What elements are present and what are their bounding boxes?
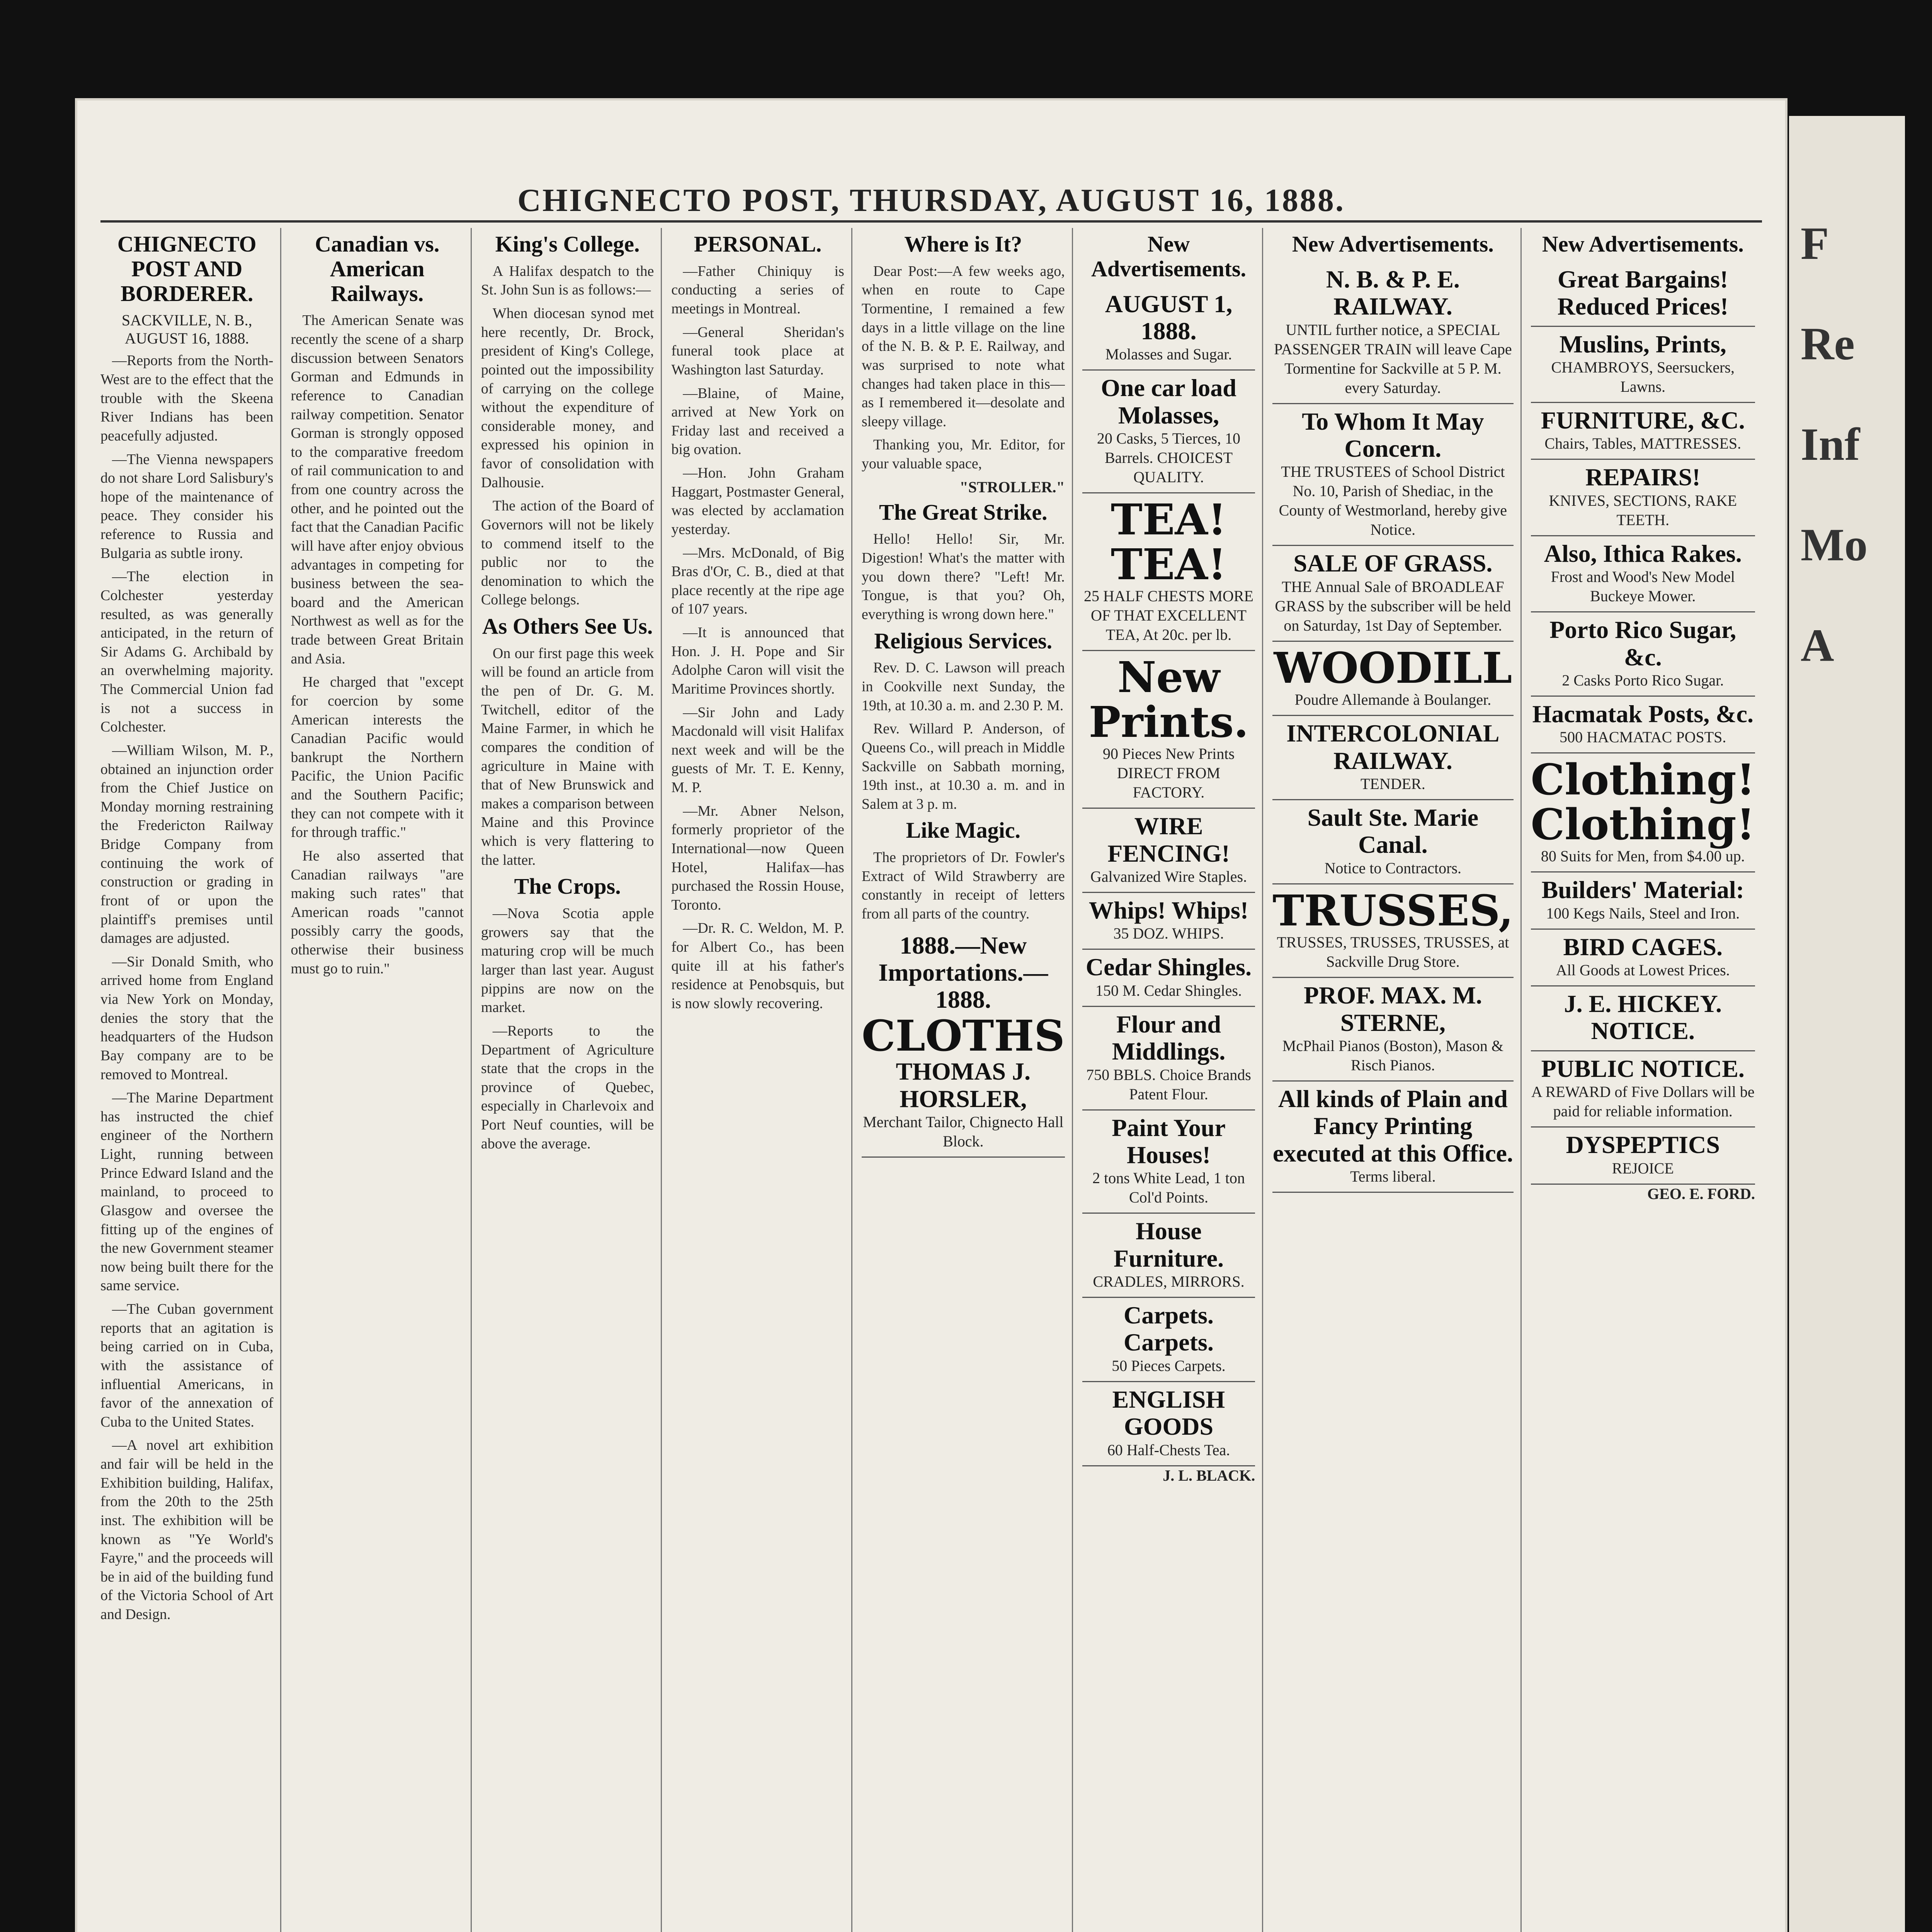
news-item: —William Wilson, M. P., obtained an injunction order from the Chief Justice on Monday morning restraining the Fredericton Railway Bridge Company from continuing the work of construction or grading in front of or upon the plaintiff's premises until damages are adjusted. bbox=[100, 742, 274, 947]
letter-heading: Where is It? bbox=[904, 231, 1022, 257]
ad-headline: BIRD CAGES. bbox=[1563, 933, 1723, 961]
ad-headline: SALE OF GRASS. bbox=[1293, 549, 1493, 577]
article-paragraph: Hello! Hello! Sir, Mr. Digestion! What's the matter with you down there? "Left! Mr. Tongue, is that you? Oh, everything is wrong down here." bbox=[861, 531, 1065, 622]
newspaper-page bbox=[77, 100, 1785, 1932]
column-5 bbox=[862, 228, 1073, 1932]
letter-paragraph: Thanking you, Mr. Editor, for your valuable space, bbox=[861, 437, 1065, 472]
article-paragraph: The proprietors of Dr. Fowler's Extract of Wild Strawberry are constantly in receipt of letters from all parts of the country. bbox=[861, 849, 1065, 922]
ad-body: Chairs, Tables, MATTRESSES. bbox=[1544, 435, 1742, 452]
advertisement bbox=[1082, 371, 1255, 493]
article-heading: Religious Services. bbox=[874, 628, 1053, 653]
news-item: —The Cuban government reports that an agitation is being carried on in Cuba, with the assistance of influential Americans, in favor of the annexation of Cuba to the United States. bbox=[100, 1301, 274, 1430]
ad-body: Frost and Wood's New Model Buckeye Mower. bbox=[1551, 568, 1735, 605]
ad-body: KNIVES, SECTIONS, RAKE TEETH. bbox=[1549, 492, 1737, 529]
ad-title: CLOTHS bbox=[861, 1010, 1065, 1061]
advertisement bbox=[1531, 1128, 1755, 1184]
ad-body: Terms liberal. bbox=[1350, 1168, 1436, 1185]
article-paragraph: —Nova Scotia apple growers say that the maturing crop will be much larger than last year. August pippins are now on the market. bbox=[481, 905, 654, 1016]
article-paragraph: The action of the Board of Governors will not be likely to commend itself to the public nor to the denomination to which the College belongs. bbox=[481, 498, 654, 608]
ad-body: CHAMBROYS, Seersuckers, Lawns. bbox=[1551, 358, 1735, 395]
personal-item: —Mr. Abner Nelson, formerly proprietor of the International—now Queen Hotel, Halifax—has purchased the Rossin House, Toronto. bbox=[671, 803, 844, 913]
advertisement bbox=[1531, 930, 1755, 986]
personal-item: —Father Chiniquy is conducting a series of meetings in Montreal. bbox=[671, 263, 844, 317]
article-heading: Canadian vs. American Railways. bbox=[315, 231, 440, 306]
article-paragraph: When diocesan synod met here recently, Dr. Brock, president of King's College, pointed out the impossibility of carrying on the college without the expenditure of considerable money, and expressed his opinion in favor of consolidation with Dalhousie. bbox=[481, 305, 654, 491]
ad-body: Galvanized Wire Staples. bbox=[1090, 867, 1247, 885]
ad-body: 2 Casks Porto Rico Sugar. bbox=[1562, 671, 1724, 689]
ad-body: 60 Half-Chests Tea. bbox=[1107, 1441, 1230, 1459]
ad-body: 90 Pieces New Prints DIRECT FROM FACTORY. bbox=[1102, 745, 1235, 801]
ad-body: Poudre Allemande à Boulanger. bbox=[1294, 691, 1492, 709]
ad-body: 20 Casks, 5 Tierces, 10 Barrels. CHOICEST QUALITY. bbox=[1097, 430, 1241, 486]
ad-body: NOTICE. bbox=[1591, 1017, 1695, 1045]
ad-headline: Builders' Material: bbox=[1541, 876, 1744, 904]
advertisement bbox=[1531, 536, 1755, 612]
ad-headline: One car load Molasses, bbox=[1101, 374, 1236, 429]
article-paragraph: Rev. Willard P. Anderson, of Queens Co., will preach in Middle Sackville on Sabbath morning, 19th inst., at 10.30 a. m. and in Salem at 3 p. m. bbox=[861, 721, 1065, 812]
adjacent-page-strip bbox=[1789, 116, 1905, 1932]
article-heading: The Crops. bbox=[514, 874, 621, 899]
news-item: —The Vienna newspapers do not share Lord Salisbury's hope of the maintenance of peace. They consider his reference to Russia and Bulgaria as subtle irony. bbox=[100, 451, 274, 561]
advertisement bbox=[1531, 262, 1755, 327]
ad-headline: Also, Ithica Rakes. bbox=[1544, 539, 1742, 567]
news-item: —Reports from the North-West are to the effect that the trouble with the Skeena River Indians has been peacefully adjusted. bbox=[100, 352, 274, 444]
ad-headline: Cedar Shingles. bbox=[1085, 953, 1252, 981]
editorial-heading: CHIGNECTO POST AND BORDERER. bbox=[117, 231, 257, 306]
strip-fragment: F bbox=[1801, 218, 1829, 269]
ad-body: A REWARD of Five Dollars will be paid for reliable information. bbox=[1531, 1083, 1755, 1120]
ad-headline: Great Bargains! bbox=[1558, 265, 1728, 293]
advertiser-signature: GEO. E. FORD. bbox=[1647, 1185, 1755, 1202]
strip-fragment: Mo bbox=[1801, 519, 1868, 570]
ad-body: REJOICE bbox=[1612, 1159, 1674, 1177]
tailor-ad bbox=[862, 928, 1065, 1158]
advertisement bbox=[1082, 809, 1255, 893]
ads-heading: New Advertisements. bbox=[1542, 231, 1744, 257]
advertisement bbox=[1272, 800, 1513, 884]
article-heading: Like Magic. bbox=[906, 818, 1020, 843]
personal-item: —Hon. John Graham Haggart, Postmaster General, was elected by acclamation yesterday. bbox=[671, 465, 844, 537]
article-paragraph: The American Senate was recently the scene of a sharp discussion between Senators Gorman and Edmunds in reference to Canadian railway competition. Senator Gorman is strongly opposed to the comparative freedom of rail communication to and from one country across the other, and he pointed out the fact that the Canadian Pacific will have after enjoy obvious advantages in competing for business between the sea-board and the American Northwest as well as for the trade between Great Britain and Asia. bbox=[291, 312, 464, 667]
ad-headline: TEA! TEA! bbox=[1111, 495, 1227, 589]
column-8 bbox=[1531, 228, 1762, 1932]
ad-body: All Goods at Lowest Prices. bbox=[1556, 961, 1730, 979]
ad-body: THE TRUSTEES of School District No. 10, Parish of Shediac, in the County of Westmorland, hereby give Notice. bbox=[1279, 463, 1507, 539]
personal-item: —General Sheridan's funeral took place at Washington last Saturday. bbox=[671, 324, 844, 378]
article-paragraph: On our first page this week will be found an article from the pen of Dr. G. M. Twitchell, editor of the Maine Farmer, in which he compares the condition of agriculture in Maine with that of New Brunswick and makes a comparison between Maine and this Province which is very flattering to the latter. bbox=[481, 645, 654, 868]
ad-headline: Muslins, Prints, bbox=[1559, 330, 1726, 358]
columns bbox=[100, 228, 1762, 1932]
news-item: —Sir Donald Smith, who arrived home from England via New York on Monday, denies the story that the headquarters of the Hudson Bay company are to be removed to Montreal. bbox=[100, 953, 274, 1083]
ad-body: THE Annual Sale of BROADLEAF GRASS by the subscriber will be held on Saturday, 1st Day of September. bbox=[1275, 578, 1511, 634]
advertisement bbox=[1082, 651, 1255, 809]
advertisement bbox=[1272, 262, 1513, 404]
column-2 bbox=[291, 228, 471, 1932]
ad-headline: To Whom It May Concern. bbox=[1302, 407, 1484, 462]
advertisement bbox=[1082, 287, 1255, 371]
news-item: —The election in Colchester yesterday resulted, as was generally anticipated, in the return of Sir Adams G. Archibald by an overwhelming majority. The Commercial Union fad is not a success in Colchester. bbox=[100, 568, 274, 735]
ad-headline: Porto Rico Sugar, &c. bbox=[1549, 616, 1736, 671]
ad-headline: REPAIRS! bbox=[1585, 463, 1701, 491]
ad-headline: N. B. & P. E. RAILWAY. bbox=[1326, 265, 1460, 320]
advertisement bbox=[1531, 1051, 1755, 1128]
advertisement bbox=[1082, 493, 1255, 651]
ad-headline: House Furniture. bbox=[1113, 1217, 1224, 1272]
ad-body: Reduced Prices! bbox=[1557, 293, 1729, 320]
ad-body: 35 DOZ. WHIPS. bbox=[1113, 925, 1224, 942]
ad-body: 750 BBLS. Choice Brands Patent Flour. bbox=[1086, 1066, 1251, 1103]
ad-headline: J. E. HICKEY. bbox=[1564, 990, 1722, 1018]
ad-body: UNTIL further notice, a SPECIAL PASSENGER TRAIN will leave Cape Tormentine for Sackville at 5 P. M. every Saturday. bbox=[1274, 321, 1512, 396]
advertisement bbox=[1272, 978, 1513, 1082]
strip-fragment: A bbox=[1801, 619, 1834, 671]
ad-body: 25 HALF CHESTS MORE OF THAT EXCELLENT TEA, At 20c. per lb. bbox=[1084, 587, 1253, 644]
ad-body: 500 HACMATAC POSTS. bbox=[1560, 728, 1726, 746]
ad-body: 100 Kegs Nails, Steel and Iron. bbox=[1546, 904, 1740, 922]
ad-headline: WOODILL bbox=[1274, 643, 1512, 693]
masthead-rule bbox=[100, 220, 1762, 223]
advertisement bbox=[1531, 697, 1755, 753]
advertisement bbox=[1531, 403, 1755, 460]
advertisement bbox=[1531, 986, 1755, 1051]
article-heading: King's College. bbox=[495, 231, 640, 257]
advertisement bbox=[1531, 612, 1755, 697]
ad-body: 50 Pieces Carpets. bbox=[1112, 1357, 1226, 1374]
advertisement bbox=[1272, 884, 1513, 978]
column-4 bbox=[671, 228, 852, 1932]
advertisement bbox=[1531, 460, 1755, 536]
personal-item: —Sir John and Lady Macdonald will visit Halifax next week and will be the guests of Mr. T. E. Kenny, M. P. bbox=[671, 704, 844, 796]
ad-heading: 1888.—New Importations.—1888. bbox=[878, 931, 1048, 1014]
ad-headline: Sault Ste. Marie Canal. bbox=[1307, 804, 1479, 859]
ad-headline: PROF. MAX. M. STERNE, bbox=[1304, 981, 1482, 1036]
personal-item: —Blaine, of Maine, arrived at New York on Friday last and received a big ovation. bbox=[671, 385, 844, 458]
strip-fragment: Re bbox=[1801, 318, 1855, 369]
advertisement bbox=[1531, 872, 1755, 929]
ad-headline: Whips! Whips! bbox=[1088, 896, 1249, 924]
ad-headline: Paint Your Houses! bbox=[1112, 1114, 1226, 1168]
ad-body: TENDER. bbox=[1360, 775, 1425, 793]
column-1 bbox=[100, 228, 281, 1932]
personal-heading: PERSONAL. bbox=[694, 231, 822, 257]
ad-body: Notice to Contractors. bbox=[1324, 859, 1462, 877]
dateline: SACKVILLE, N. B., AUGUST 16, 1888. bbox=[121, 311, 252, 347]
article-heading: The Great Strike. bbox=[879, 499, 1048, 525]
article-paragraph: A Halifax despatch to the St. John Sun is as follows:— bbox=[481, 263, 654, 298]
personal-item: —Dr. R. C. Weldon, M. P. for Albert Co., has been quite ill at his father's residence at Penobsquis, but is now slowly recovering. bbox=[671, 920, 844, 1012]
ad-headline: Clothing! Clothing! bbox=[1531, 755, 1755, 849]
ads-heading: New Advertisements. bbox=[1292, 231, 1494, 257]
advertiser-signature: J. L. BLACK. bbox=[1163, 1466, 1255, 1484]
personal-item: —It is announced that Hon. J. H. Pope and Sir Adolphe Caron will visit the Maritime Provinces shortly. bbox=[671, 624, 844, 697]
article-paragraph: He also asserted that Canadian railways "are making such rates" that American roads "cannot possibly carry the goods, otherwise their business must go to ruin." bbox=[291, 847, 464, 977]
ad-headline: WIRE FENCING! bbox=[1107, 812, 1230, 867]
ad-body: Molasses and Sugar. bbox=[1105, 345, 1232, 363]
column-6 bbox=[1082, 228, 1263, 1932]
ad-headline: Hacmatak Posts, &c. bbox=[1532, 700, 1753, 728]
advertisement bbox=[1082, 950, 1255, 1007]
letter-signature: "STROLLER." bbox=[959, 478, 1065, 496]
article-paragraph: He charged that "except for coercion by some American interests the Canadian Pacific would bankrupt the Northern Pacific, the Union Pacific and the Southern Pacific; they can not compete with it for through traffic." bbox=[291, 674, 464, 841]
advertisement bbox=[1272, 404, 1513, 546]
masthead: CHIGNECTO POST, THURSDAY, AUGUST 16, 1888. bbox=[517, 182, 1345, 218]
ad-headline: PUBLIC NOTICE. bbox=[1541, 1054, 1745, 1082]
advertisement bbox=[1272, 642, 1513, 716]
ad-headline: TRUSSES, bbox=[1272, 885, 1514, 935]
ad-body: 2 tons White Lead, 1 ton Col'd Points. bbox=[1092, 1169, 1245, 1206]
ad-headline: New Prints. bbox=[1088, 652, 1249, 747]
advertisement bbox=[1082, 1111, 1255, 1214]
ad-body: CRADLES, MIRRORS. bbox=[1093, 1273, 1245, 1291]
ad-headline: ENGLISH GOODS bbox=[1112, 1385, 1225, 1440]
ad-firm-sub: Merchant Tailor, Chignecto Hall Block. bbox=[863, 1113, 1064, 1150]
advertisement bbox=[1272, 546, 1513, 641]
news-item: —A novel art exhibition and fair will be held in the Exhibition building, Halifax, from the 20th to the 25th inst. The exhibition will be known as "Ye World's Fayre," and the proceeds will be in aid of the building fund of the Victoria School of Art and Design. bbox=[100, 1437, 274, 1623]
advertisement bbox=[1272, 716, 1513, 800]
ad-firm: THOMAS J. HORSLER, bbox=[896, 1058, 1031, 1112]
ad-body: 150 M. Cedar Shingles. bbox=[1095, 981, 1242, 999]
ad-headline: FURNITURE, &C. bbox=[1541, 406, 1745, 434]
advertisement bbox=[1531, 327, 1755, 403]
column-3 bbox=[481, 228, 662, 1932]
ad-body: TRUSSES, TRUSSES, TRUSSES, at Sackville Drug Store. bbox=[1277, 934, 1509, 971]
ad-headline: Flour and Middlings. bbox=[1112, 1010, 1226, 1065]
advertisement bbox=[1531, 753, 1755, 872]
advertisement bbox=[1082, 1382, 1255, 1466]
advertisement bbox=[1272, 1082, 1513, 1193]
ad-headline: INTERCOLONIAL RAILWAY. bbox=[1286, 719, 1500, 774]
news-item: —The Marine Department has instructed the chief engineer of the Northern Light, running between Prince Edward Island and the mainland, to proceed to Glasgow and oversee the fitting up of the engines of the new Government steamer now being built there for the same service. bbox=[100, 1090, 274, 1294]
advertisement bbox=[1082, 1298, 1255, 1382]
advertisement bbox=[1082, 1214, 1255, 1298]
letter-paragraph: Dear Post:—A few weeks ago, when en route to Cape Tormentine, I remained a few days in a little village on the line of the N. B. & P. E. Railway, and was surprised to note what changes had taken place in this—as I remembered it—desolate and sleepy village. bbox=[861, 263, 1065, 430]
article-paragraph: —Reports to the Department of Agriculture state that the crops in the province of Quebec, especially in Charlevoix and Port Neuf counties, will be above the average. bbox=[481, 1022, 654, 1152]
ad-headline: DYSPEPTICS bbox=[1566, 1131, 1720, 1159]
ad-headline: AUGUST 1, 1888. bbox=[1105, 290, 1233, 345]
ad-body: 80 Suits for Men, from $4.00 up. bbox=[1541, 847, 1745, 865]
article-paragraph: Rev. D. C. Lawson will preach in Cookville next Sunday, the 19th, at 10.30 a. m. and 2.30 P. M. bbox=[861, 660, 1065, 714]
personal-item: —Mrs. McDonald, of Big Bras d'Or, C. B., died at that place recently at the ripe age of 107 years. bbox=[671, 544, 844, 617]
ad-body: McPhail Pianos (Boston), Mason & Risch Pianos. bbox=[1282, 1037, 1503, 1074]
ads-heading: New Advertisements. bbox=[1091, 231, 1247, 281]
ad-headline: Carpets. Carpets. bbox=[1124, 1301, 1214, 1356]
column-7 bbox=[1272, 228, 1521, 1932]
article-heading: As Others See Us. bbox=[482, 614, 653, 639]
strip-fragment: Inf bbox=[1801, 418, 1860, 470]
ad-headline: All kinds of Plain and Fancy Printing executed at this Office. bbox=[1272, 1085, 1513, 1167]
advertisement bbox=[1082, 893, 1255, 950]
advertisement bbox=[1082, 1007, 1255, 1111]
